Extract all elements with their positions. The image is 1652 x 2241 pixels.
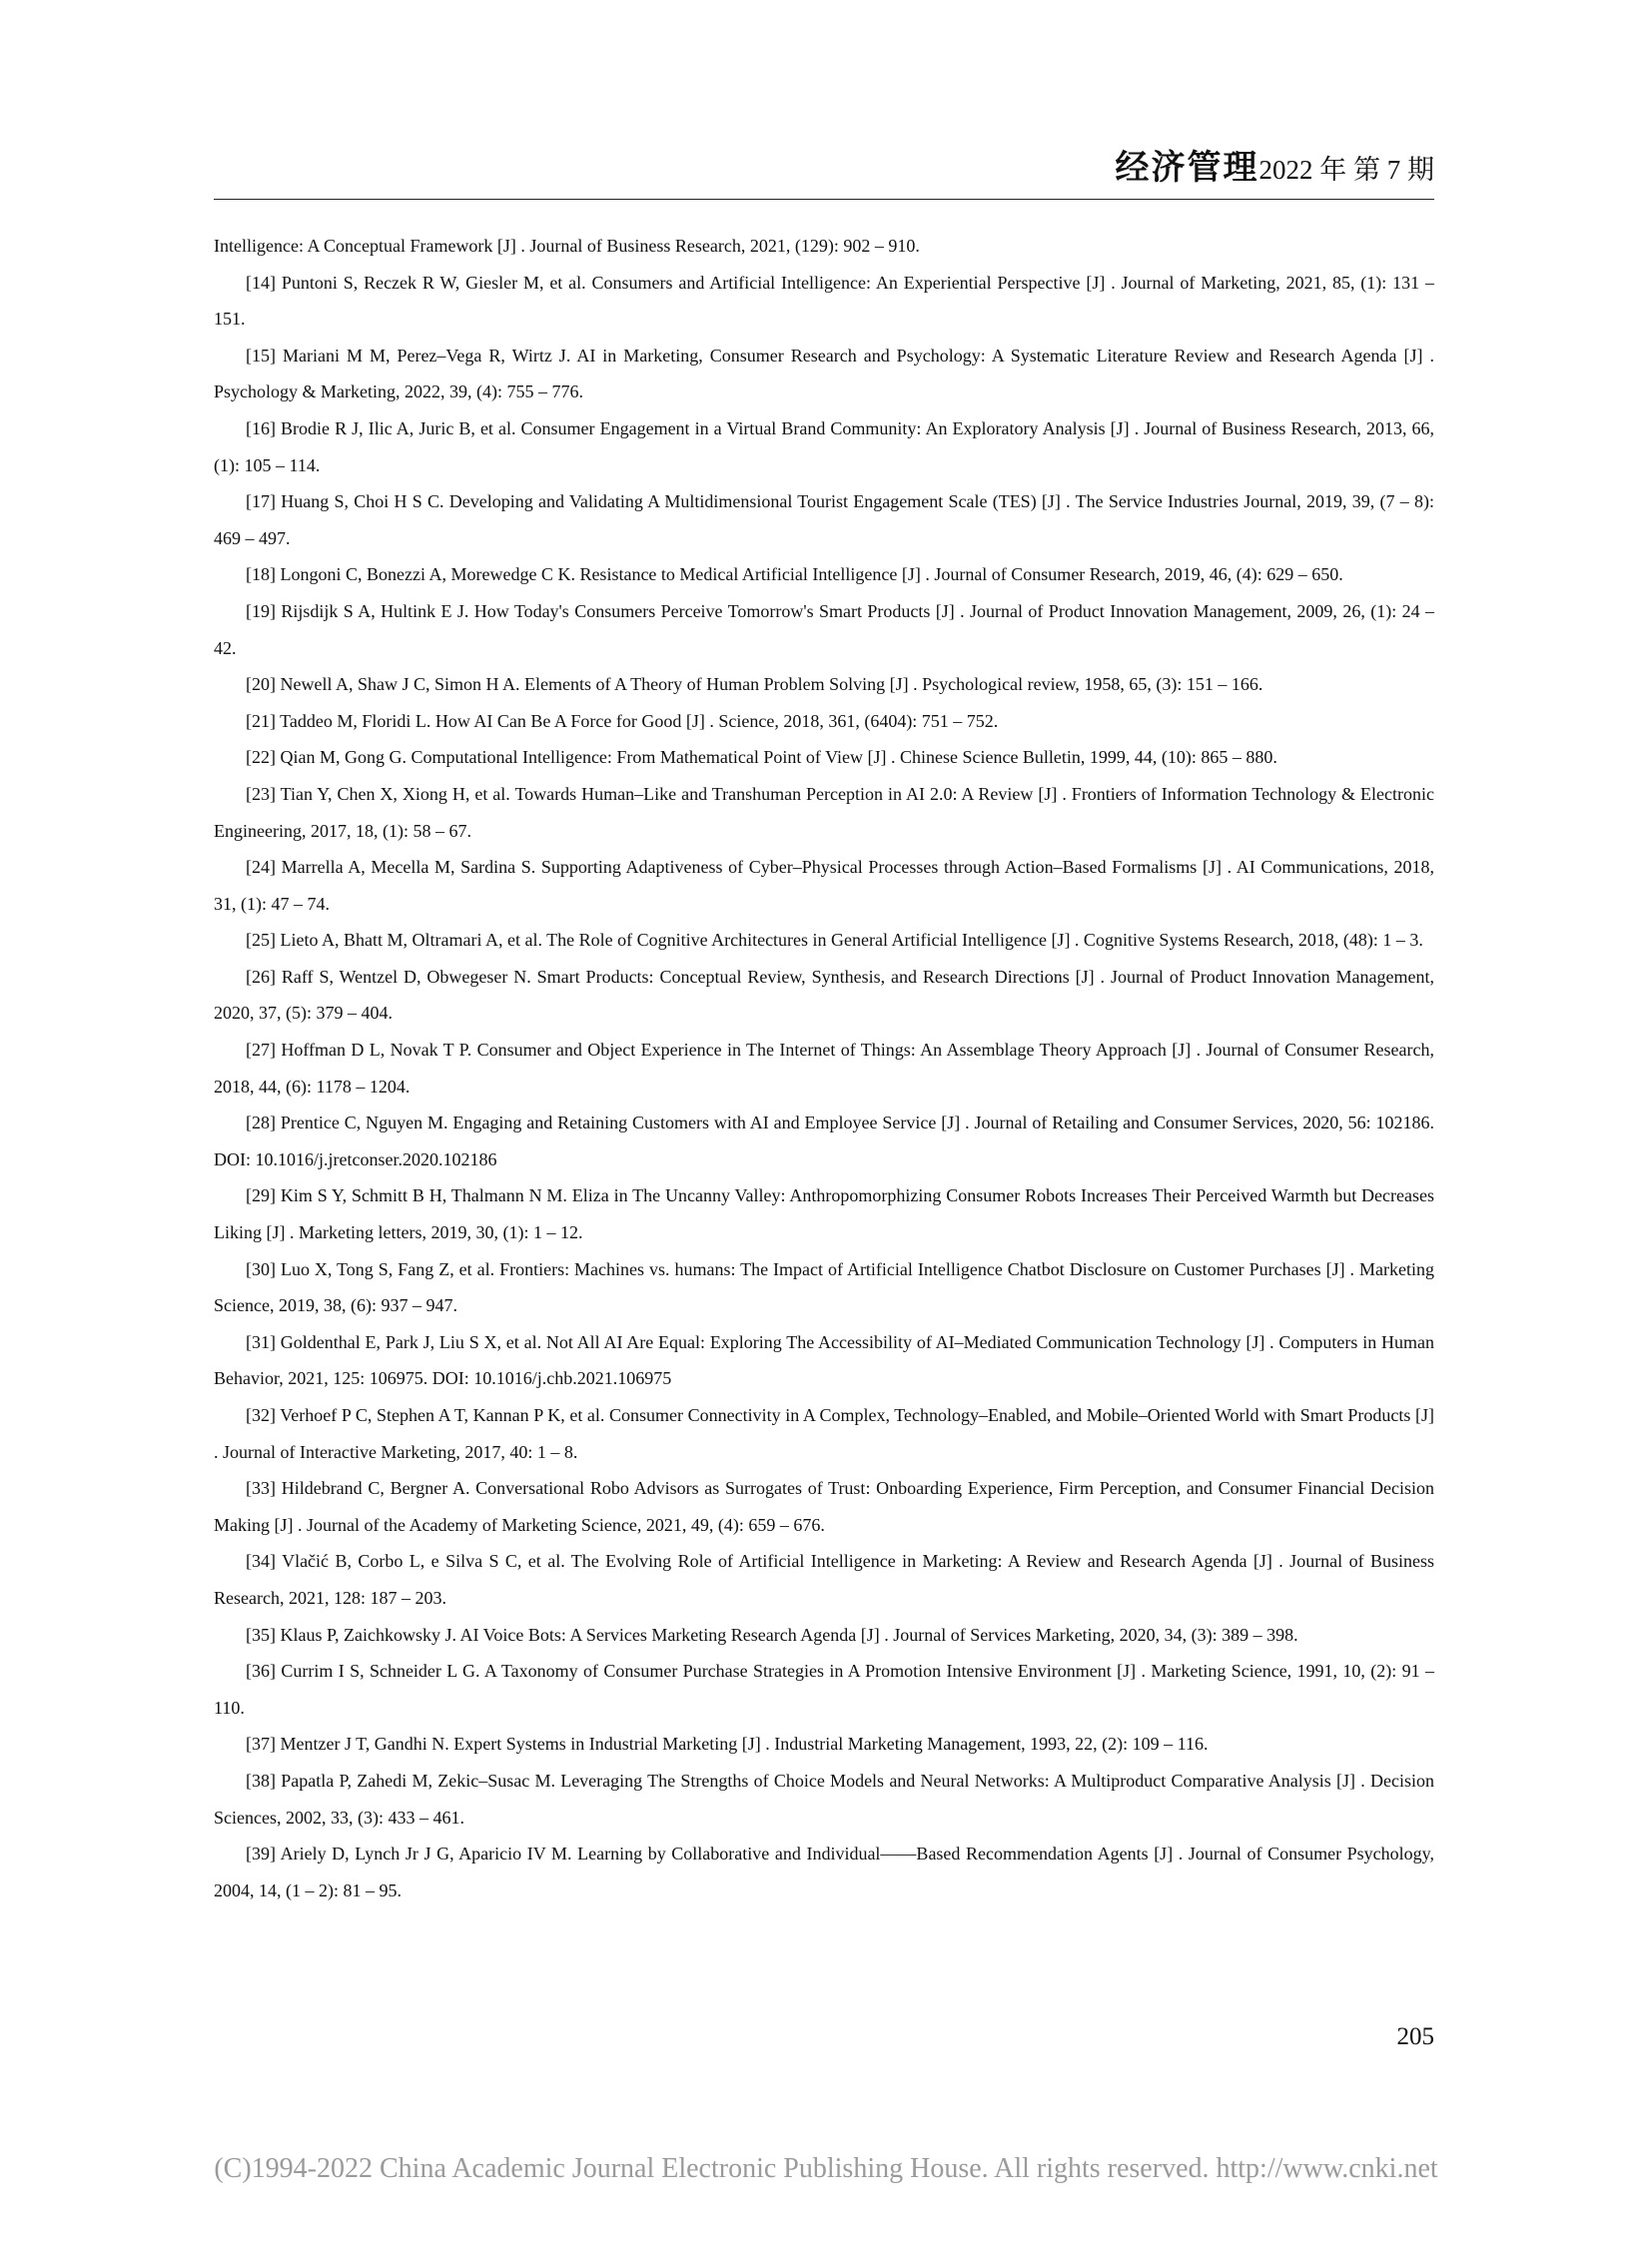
reference-entry: [37] Mentzer J T, Gandhi N. Expert Systems in Industrial Marketing [J] . Industrial Marketing Management, 1993, 22, (2): 109 – 116. [246,1734,1209,1755]
reference-entry: [21] Taddeo M, Floridi L. How AI Can Be A Force for Good [J] . Science, 2018, 361, (6404): 751 – 752. [246,710,999,731]
reference-entry: [38] Papatla P, Zahedi M, Zekic–Susac M. Leveraging The Strengths of Choice Models and Neural Networks: A Multiproduct Comparative Analysis [J] . Decision Sciences, 2002, 33, (3): 433 – 461. [214,1770,1434,1828]
reference-entry: [36] Currim I S, Schneider L G. A Taxonomy of Consumer Purchase Strategies in A Promotion Intensive Environment [J] . Marketing Science, 1991, 10, (2): 91 – 110. [214,1661,1434,1718]
reference-entry: [23] Tian Y, Chen X, Xiong H, et al. Towards Human–Like and Transhuman Perception in AI 2.0: A Review [J] . Frontiers of Information Technology & Electronic Engineering, 2017, 18, (1): 58 – 67. [214,783,1434,841]
reference-entry: [19] Rijsdijk S A, Hultink E J. How Today's Consumers Perceive Tomorrow's Smart Products [J] . Journal of Product Innovation Management, 2009, 26, (1): 24 – 42. [214,600,1434,658]
page-number: 205 [1396,2023,1434,2050]
reference-entry: [20] Newell A, Shaw J C, Simon H A. Elements of A Theory of Human Problem Solving [J] . Psychological review, 1958, 65, (3): 151 – 166. [246,674,1263,695]
journal-header [1116,146,1435,192]
reference-entry: [25] Lieto A, Bhatt M, Oltramari A, et al. The Role of Cognitive Architectures in General Artificial Intelligence [J] . Cognitive Systems Research, 2018, (48): 1 – 3. [246,930,1423,951]
reference-entry: [14] Puntoni S, Reczek R W, Giesler M, et al. Consumers and Artificial Intelligence: An Experiential Perspective [J] . Journal of Marketing, 2021, 85, (1): 131 – 151. [214,272,1434,330]
reference-entry: [24] Marrella A, Mecella M, Sardina S. Supporting Adaptiveness of Cyber–Physical Processes through Action–Based Formalisms [J] . AI Communications, 2018, 31, (1): 47 – 74. [214,857,1434,914]
reference-entry: [33] Hildebrand C, Bergner A. Conversational Robo Advisors as Surrogates of Trust: Onboarding Experience, Firm Perception, and Consumer Financial Decision Making [J] . Journal of the Academy of Marketing Science, 2021, 49, (4): 659 – 676. [214,1478,1434,1535]
reference-entry: [31] Goldenthal E, Park J, Liu S X, et al. Not All AI Are Equal: Exploring The Accessibility of AI–Mediated Communication Technology [J] . Computers in Human Behavior, 2021, 125: 106975. DOI: 10.1016/j.chb.2021.106975 [214,1331,1434,1389]
reference-entry: [16] Brodie R J, Ilic A, Juric B, et al. Consumer Engagement in a Virtual Brand Community: An Exploratory Analysis [J] . Journal of Business Research, 2013, 66, (1): 105 – 114. [214,417,1434,475]
copyright-watermark: (C)1994-2022 China Academic Journal Electronic Publishing House. All rights reserved. http://www.cnki.net [214,2153,1438,2184]
reference-entry: [39] Ariely D, Lynch Jr J G, Aparicio IV M. Learning by Collaborative and Individual——Based Recommendation Agents [J] . Journal of Consumer Psychology, 2004, 14, (1 – 2): 81 – 95. [214,1844,1434,1900]
reference-entry: [18] Longoni C, Bonezzi A, Morewedge C K. Resistance to Medical Artificial Intelligence [J] . Journal of Consumer Research, 2019, 46, (4): 629 – 650. [246,564,1343,585]
reference-entry: [30] Luo X, Tong S, Fang Z, et al. Frontiers: Machines vs. humans: The Impact of Artificial Intelligence Chatbot Disclosure on Customer Purchases [J] . Marketing Science, 2019, 38, (6): 937 – 947. [214,1258,1434,1316]
reference-entry: [29] Kim S Y, Schmitt B H, Thalmann N M. Eliza in The Uncanny Valley: Anthropomorphizing Consumer Robots Increases Their Perceived Warmth but Decreases Liking [J] . Marketing letters, 2019, 30, (1): 1 – 12. [214,1185,1434,1243]
reference-entry: Intelligence: A Conceptual Framework [J] . Journal of Business Research, 2021, (129): 902 – 910. [214,236,920,256]
journal-issue: 2022 年 第 7 期 [1258,155,1434,185]
journal-name: 经济管理 [1115,148,1259,188]
reference-list [214,228,1434,1908]
reference-entry: [34] Vlačić B, Corbo L, e Silva S C, et al. The Evolving Role of Artificial Intelligence in Marketing: A Review and Research Agenda [J] . Journal of Business Research, 2021, 128: 187 – 203. [214,1551,1434,1608]
reference-entry: [28] Prentice C, Nguyen M. Engaging and Retaining Customers with AI and Employee Service [J] . Journal of Retailing and Consumer Services, 2020, 56: 102186. DOI: 10.1016/j.jretconser.2020.102186 [214,1113,1434,1169]
header-divider [214,199,1434,200]
page-header [214,146,1434,194]
reference-entry: [22] Qian M, Gong G. Computational Intelligence: From Mathematical Point of View [J] . Chinese Science Bulletin, 1999, 44, (10): 865 – 880. [246,747,1277,768]
reference-entry: [15] Mariani M M, Perez–Vega R, Wirtz J. AI in Marketing, Consumer Research and Psychology: A Systematic Literature Review and Research Agenda [J] . Psychology & Marketing, 2022, 39, (4): 755 – 776. [214,345,1434,402]
reference-entry: [32] Verhoef P C, Stephen A T, Kannan P K, et al. Consumer Connectivity in A Complex, Technology–Enabled, and Mobile–Oriented World with Smart Products [J] . Journal of Interactive Marketing, 2017, 40: 1 – 8. [214,1405,1434,1462]
reference-entry: [17] Huang S, Choi H S C. Developing and Validating A Multidimensional Tourist Engagement Scale (TES) [J] . The Service Industries Journal, 2019, 39, (7 – 8): 469 – 497. [214,491,1434,548]
reference-entry: [26] Raff S, Wentzel D, Obwegeser N. Smart Products: Conceptual Review, Synthesis, and Research Directions [J] . Journal of Product Innovation Management, 2020, 37, (5): 379 – 404. [214,966,1434,1024]
reference-entry: [27] Hoffman D L, Novak T P. Consumer and Object Experience in The Internet of Things: An Assemblage Theory Approach [J] . Journal of Consumer Research, 2018, 44, (6): 1178 – 1204. [214,1040,1434,1097]
reference-entry: [35] Klaus P, Zaichkowsky J. AI Voice Bots: A Services Marketing Research Agenda [J] . Journal of Services Marketing, 2020, 34, (3): 389 – 398. [246,1624,1298,1645]
